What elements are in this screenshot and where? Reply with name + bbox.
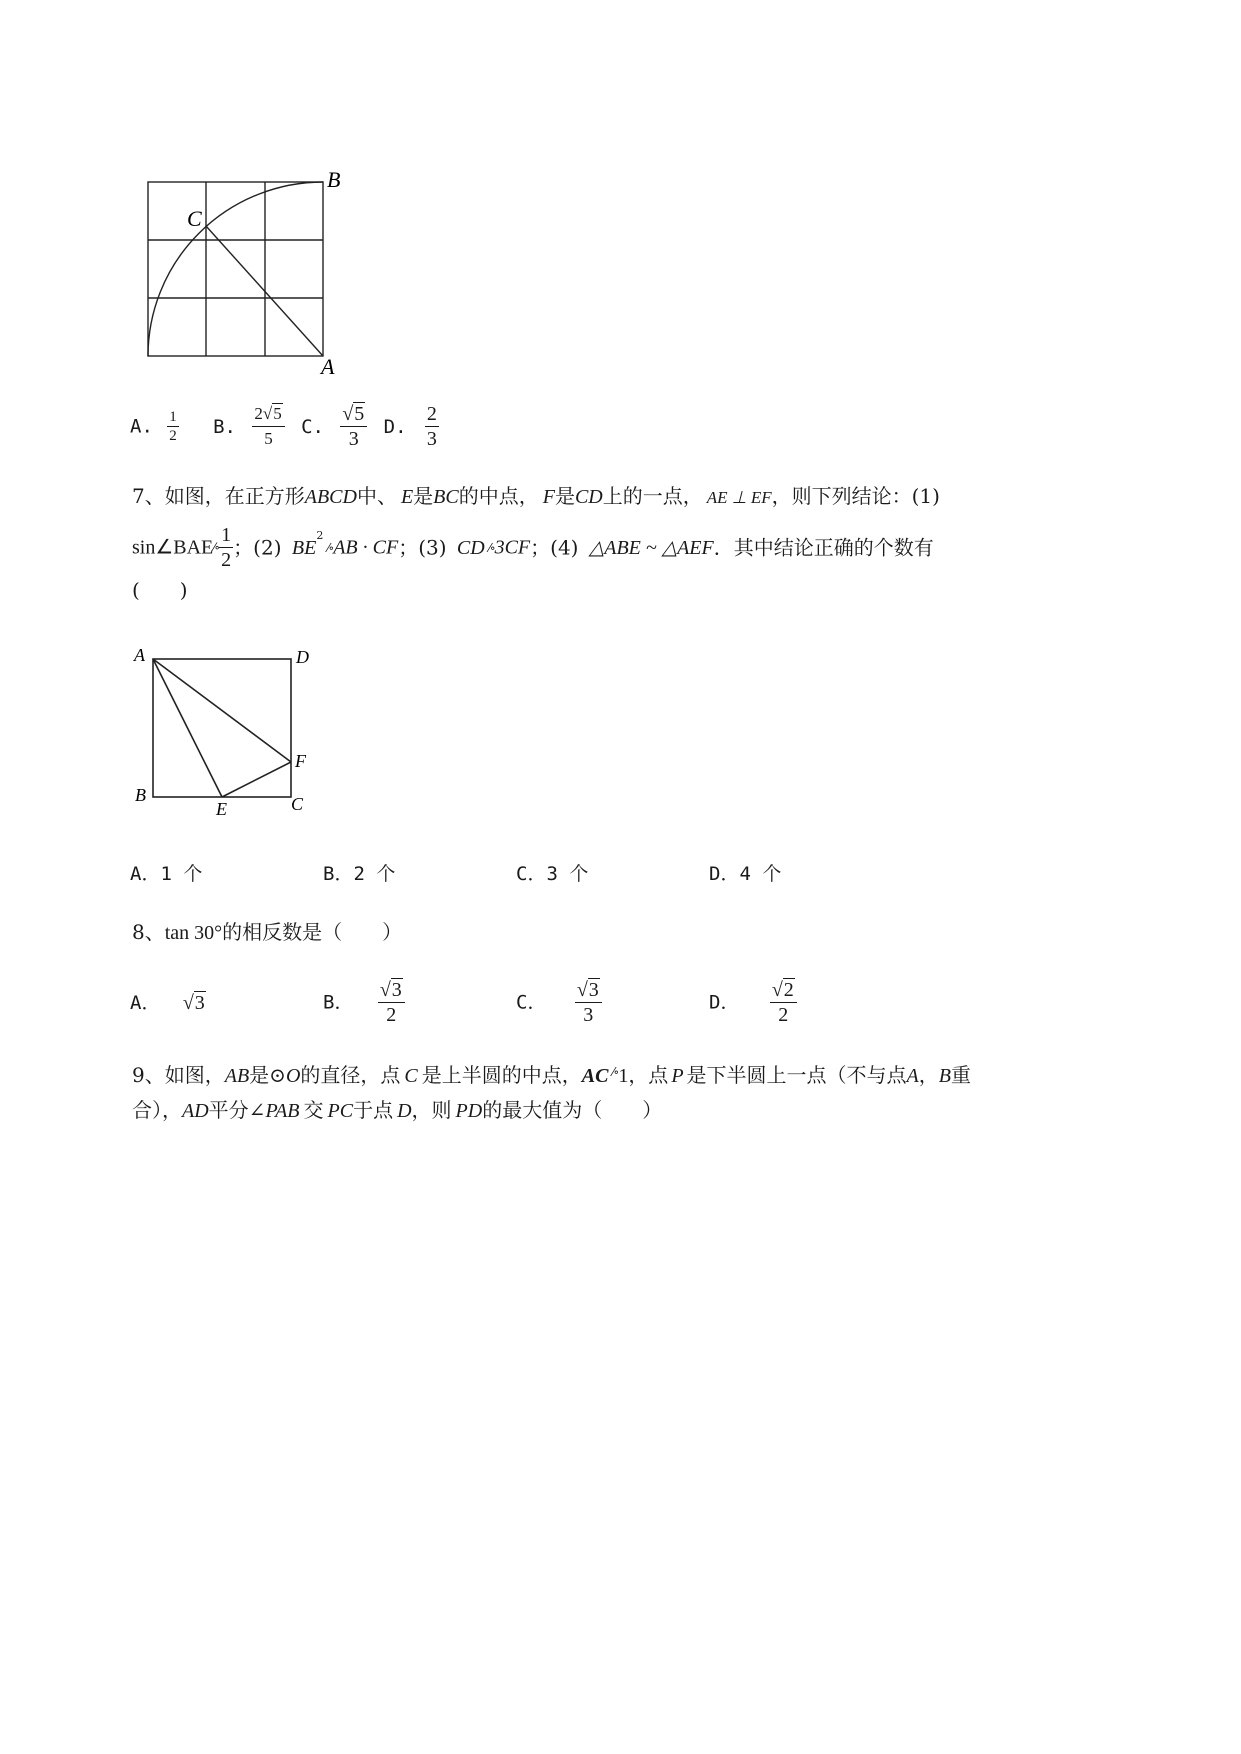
q6-options — [130, 402, 439, 458]
q6-option-a-value: $\frac{1}{2}$ — [169, 409, 177, 444]
q6-option-b-value: $\frac{2√5}{5}$ — [252, 402, 284, 451]
q7-answer-paren: ( ) — [132, 578, 188, 602]
q6-option-a-label: A. — [130, 415, 153, 438]
q7-line2: sin∠BAE⁄∘ $\frac{1}{2}$ ；(2) $BE^2⁄\circ AB$ · CF；(3) CD ⁄∘3CF；(4) △ABE ~ △AEF．其中结论正确的个数有 — [132, 524, 934, 571]
fig6-label-c: C — [187, 206, 202, 231]
q8-option-c: C． $\frac{√3}{3}$ — [516, 978, 602, 1030]
q6-option-c-label: C. — [301, 415, 324, 438]
fig6-label-b: B — [327, 168, 341, 192]
q7-option-c: C．3 个 — [516, 863, 589, 885]
q9-line1: 9、如图，AB是⊙O的直径，点 C 是上半圆的中点，AC ⁄∘1，点 P 是下半圆上一点（不与点A，B重 — [132, 1063, 971, 1087]
fig7-label-c: C — [291, 794, 304, 814]
fig7-label-e: E — [216, 799, 227, 819]
fig7-label-d: D — [296, 647, 309, 667]
q8-option-b: B． $\frac{√3}{2}$ — [323, 978, 405, 1030]
figure-q6-grid — [140, 168, 360, 380]
fig7-label-f: F — [295, 751, 306, 771]
q8-option-a: A． √3 — [130, 992, 205, 1014]
q7-option-d: D．4 个 — [709, 863, 782, 885]
fig7-label-b: B — [135, 785, 146, 805]
q6-option-d-label: D. — [383, 415, 407, 438]
fig7-label-a: A — [134, 645, 145, 665]
q8-stem: 8、tan 30°的相反数是（ ） — [132, 920, 403, 944]
fig6-label-a: A — [321, 354, 335, 379]
q7-option-a: A．1 个 — [130, 863, 203, 885]
q6-option-b-label: B. — [213, 415, 236, 438]
q7-line1: 7、如图，在正方形ABCD中、 E是BC的中点， F是CD上的一点， AE ⊥ EF，则下列结论：(1) — [132, 484, 940, 508]
q7-option-b: B．2 个 — [323, 863, 396, 885]
q6-option-d-value: $\frac{2}{3}$ — [426, 403, 437, 450]
q6-option-c-value: $\frac{√5}{3}$ — [340, 402, 367, 451]
q8-option-d: D． $\frac{√2}{2}$ — [709, 978, 797, 1030]
q9-line2: 合），AD平分∠PAB 交 PC于点 D，则 PD的最大值为（ ） — [132, 1098, 663, 1122]
figure-q7-square — [128, 640, 328, 825]
